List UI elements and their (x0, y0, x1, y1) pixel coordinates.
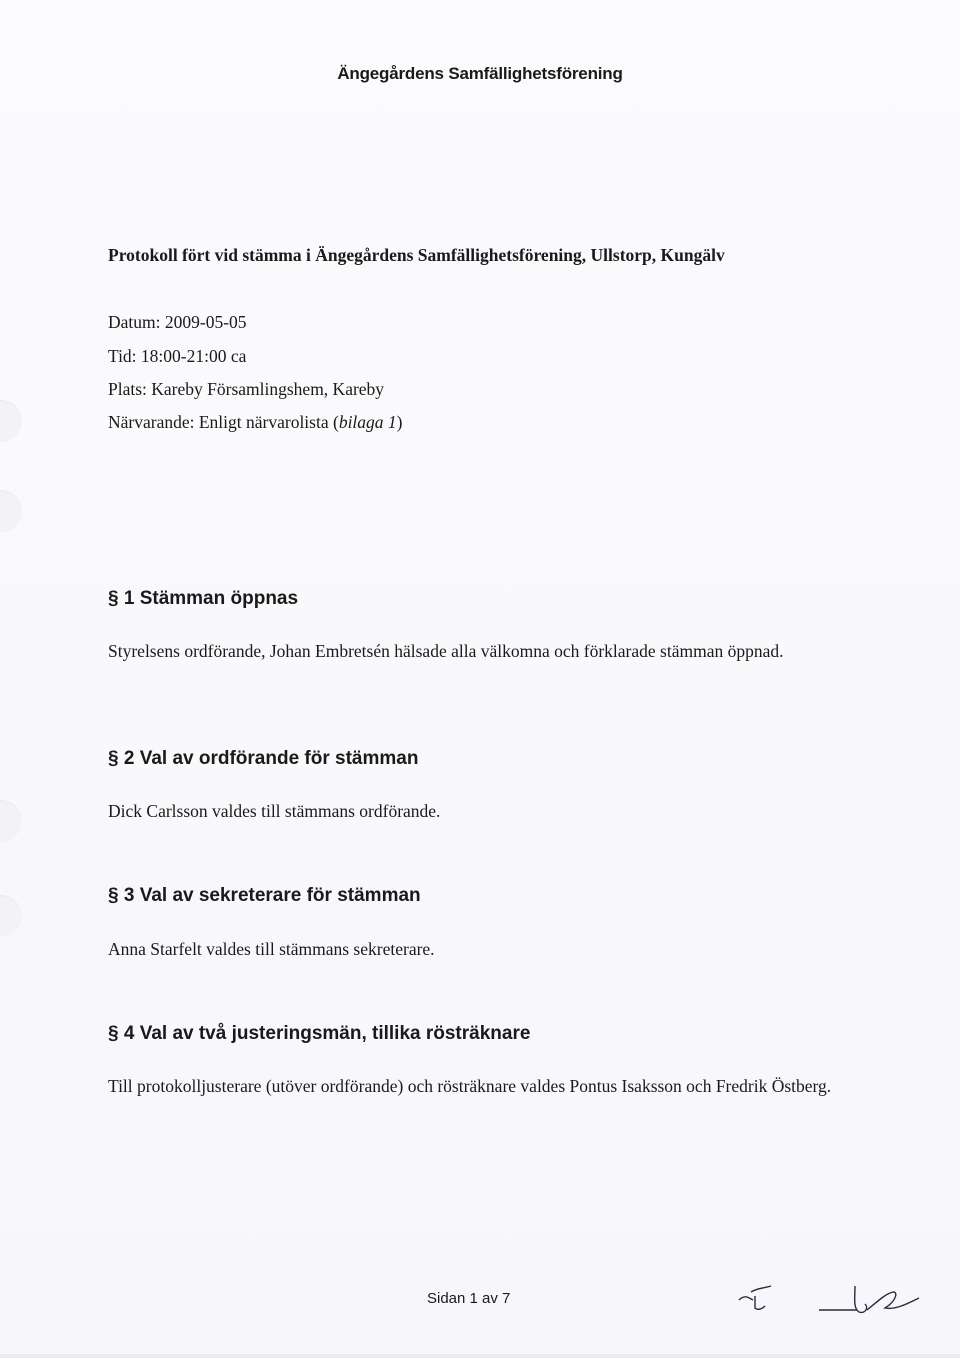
signature-stroke (739, 1297, 753, 1300)
page-bottom-edge (0, 1354, 960, 1358)
section-4-body: Till protokolljusterare (utöver ordförande) och rösträknare valdes Pontus Isaksson och Fredrik Östberg. (108, 1076, 832, 1096)
signature-stroke (755, 1296, 765, 1309)
section-2-body: Dick Carlsson valdes till stämmans ordförande. (108, 801, 441, 821)
section-1-body: Styrelsens ordförande, Johan Embretsén hälsade alla välkomna och förklarade stämman öppnad. (108, 641, 784, 661)
section-3-heading: § 3 Val av sekreterare för stämman (108, 885, 421, 906)
meta-place: Plats: Kareby Församlingshem, Kareby (108, 379, 385, 399)
punch-hole (0, 895, 22, 937)
meta-attendees (108, 412, 403, 433)
document-heading: Protokoll fört vid stämma i Ängegårdens Samfällighetsförening, Ullstorp, Kungälv (108, 245, 725, 265)
signature-stroke (867, 1292, 919, 1310)
section-3-body: Anna Starfelt valdes till stämmans sekreterare. (108, 939, 435, 959)
punch-hole (0, 490, 22, 532)
signature-stroke (855, 1286, 867, 1312)
section-1-heading: § 1 Stämman öppnas (108, 588, 299, 609)
punch-hole (0, 800, 22, 842)
meta-time: Tid: 18:00-21:00 ca (108, 346, 247, 366)
organization-header: Ängegårdens Samfällighetsförening (337, 64, 623, 83)
section-2-heading: § 2 Val av ordförande för stämman (108, 748, 419, 769)
initials-signature-2 (815, 1280, 935, 1324)
punch-hole (0, 400, 22, 442)
meta-attendees-suffix: ) (396, 412, 403, 432)
initials-signature-1 (735, 1280, 791, 1320)
meta-date: Datum: 2009-05-05 (108, 312, 247, 332)
meta-attendees-appendix: bilaga 1 (338, 412, 397, 432)
section-4-heading: § 4 Val av två justeringsmän, tillika rösträknare (108, 1023, 531, 1044)
page-number: Sidan 1 av 7 (427, 1290, 511, 1307)
meta-attendees-prefix: Närvarande: Enligt närvarolista ( (108, 412, 339, 432)
signature-stroke (751, 1286, 771, 1292)
